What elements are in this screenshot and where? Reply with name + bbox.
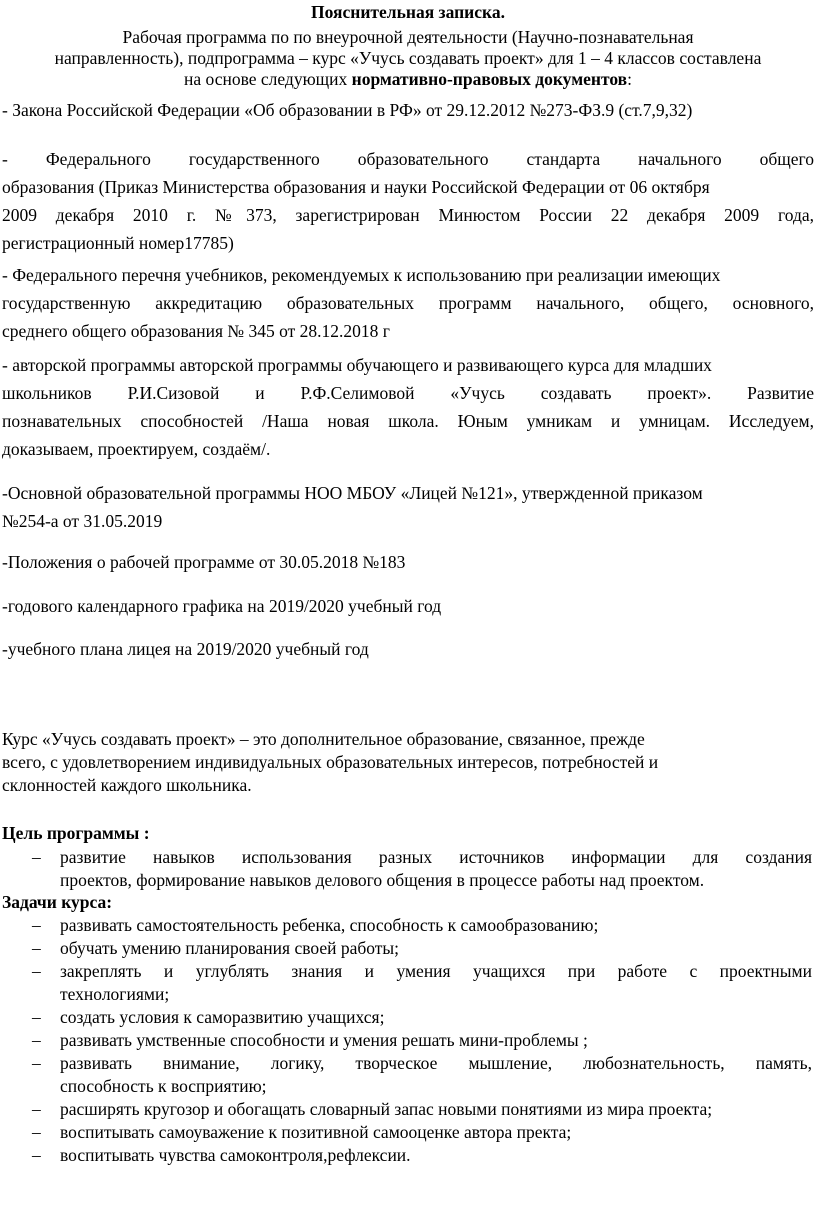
text-line: воспитывать чувства самоконтроля,рефлексии.: [60, 1145, 411, 1165]
text-line: -годового календарного графика на 2019/2020 учебный год: [2, 596, 442, 616]
text-line: развивать самостоятельность ребенка, способность к самообразованию;: [60, 915, 599, 935]
normative-document-item: [2, 261, 814, 345]
task-item: [0, 1098, 812, 1121]
text-line: -Основной образовательной программы НОО МБОУ «Лицей №121», утвержденной приказом: [2, 483, 703, 503]
intro-line: направленность), подпрограмма – курс «Учусь создавать проект» для 1 – 4 классов составлена: [54, 48, 762, 68]
text-line: 2009 декабря 2010 г. №373, зарегистрирован Минюстом России 22 декабря 2009 года,: [2, 205, 814, 225]
goal-list: [0, 846, 816, 892]
text-line: №254-а от 31.05.2019: [2, 511, 163, 531]
task-item: [0, 1006, 812, 1029]
text-line: технологиями;: [60, 984, 170, 1004]
text-line: - Закона Российской Федерации «Об образовании в РФ» от 29.12.2012 №273-ФЗ.9 (ст.7,9,32): [2, 100, 693, 120]
dash-bullet: –: [32, 1030, 41, 1050]
text-line: регистрационный номер17785): [2, 233, 234, 253]
text-line: государственную аккредитацию образовательных программ начального, общего, основного,: [2, 293, 814, 313]
dash-bullet: –: [32, 1053, 41, 1073]
text-line: доказываем, проектируем, создаём/.: [2, 439, 271, 459]
intro-line: [0, 69, 816, 90]
text-line: - Федерального государственного образовательного стандарта начального общего: [2, 149, 814, 169]
text-line: -учебного плана лицея на 2019/2020 учебный год: [2, 639, 369, 659]
text-line: среднего общего образования № 345 от 28.12.2018 г: [2, 321, 390, 341]
document-title: Пояснительная записка.: [311, 2, 505, 22]
goal-item: [0, 846, 812, 892]
text-line: развивать внимание, логику, творческое мышление, любознательность, память,: [60, 1053, 812, 1073]
task-item: [0, 1029, 812, 1052]
text-line: познавательных способностей /Наша новая школа. Юным умникам и умницам. Исследуем,: [2, 411, 814, 431]
task-item: [0, 937, 812, 960]
normative-document-item: [2, 635, 814, 663]
text-line: школьников Р.И.Сизовой и Р.Ф.Селимовой «Учусь создавать проект». Развитие: [2, 383, 814, 403]
text-line: проектов, формирование навыков делового общения в процессе работы над проектом.: [60, 870, 705, 890]
tasks-heading: Задачи курса:: [2, 892, 113, 912]
dash-bullet: –: [32, 915, 41, 935]
dash-bullet: –: [32, 938, 41, 958]
text-line: - Федерального перечня учебников, рекомендуемых к использованию при реализации имеющих: [2, 265, 721, 285]
normative-document-item: [2, 548, 814, 576]
normative-document-item: [2, 479, 814, 535]
normative-document-item: [2, 96, 814, 124]
text-line: - авторской программы авторской программы обучающего и развивающего курса для младших: [2, 355, 712, 375]
text-line: способность к восприятию;: [60, 1076, 267, 1096]
course-description-line: склонностей каждого школьника.: [2, 775, 252, 795]
course-description: [2, 728, 814, 797]
text-line: развивать умственные способности и умения решать мини-проблемы ;: [60, 1030, 588, 1050]
text-line: развитие навыков использования разных источников информации для создания: [60, 847, 812, 867]
text-line: воспитывать самоуважение к позитивной самооценке автора пректа;: [60, 1122, 572, 1142]
text-line: -Положения о рабочей программе от 30.05.2018 №183: [2, 552, 406, 572]
dash-bullet: –: [32, 1145, 41, 1165]
intro-colon: :: [627, 69, 632, 89]
normative-document-item: [2, 145, 814, 257]
text-line: закреплять и углублять знания и умения учащихся при работе с проектными: [60, 961, 812, 981]
dash-bullet: –: [32, 847, 41, 867]
course-description-line: Курс «Учусь создавать проект» – это дополнительное образование, связанное, прежде: [2, 729, 645, 749]
course-description-line: всего, с удовлетворением индивидуальных образовательных интересов, потребностей и: [2, 752, 659, 772]
task-item: [0, 960, 812, 1006]
task-item: [0, 914, 812, 937]
text-line: обучать умению планирования своей работы;: [60, 938, 400, 958]
intro-paragraph: [0, 27, 816, 90]
task-item: [0, 1144, 812, 1167]
text-line: создать условия к саморазвитию учащихся;: [60, 1007, 385, 1027]
intro-line-text: на основе следующих: [184, 69, 352, 89]
task-item: [0, 1121, 812, 1144]
dash-bullet: –: [32, 1099, 41, 1119]
text-line: образования (Приказ Министерства образования и науки Российской Федерации от 06 октября: [2, 177, 710, 197]
text-line: расширять кругозор и обогащать словарный запас новыми понятиями из мира проекта;: [60, 1099, 713, 1119]
goal-heading: Цель программы :: [2, 823, 150, 843]
intro-bold-text: нормативно-правовых документов: [351, 69, 628, 89]
dash-bullet: –: [32, 961, 41, 981]
normative-document-item: [2, 351, 814, 463]
intro-line: Рабочая программа по по внеурочной деятельности (Научно-познавательная: [122, 27, 694, 47]
normative-document-item: [2, 592, 814, 620]
dash-bullet: –: [32, 1122, 41, 1142]
task-item: [0, 1052, 812, 1098]
tasks-list: [0, 914, 816, 1167]
dash-bullet: –: [32, 1007, 41, 1027]
